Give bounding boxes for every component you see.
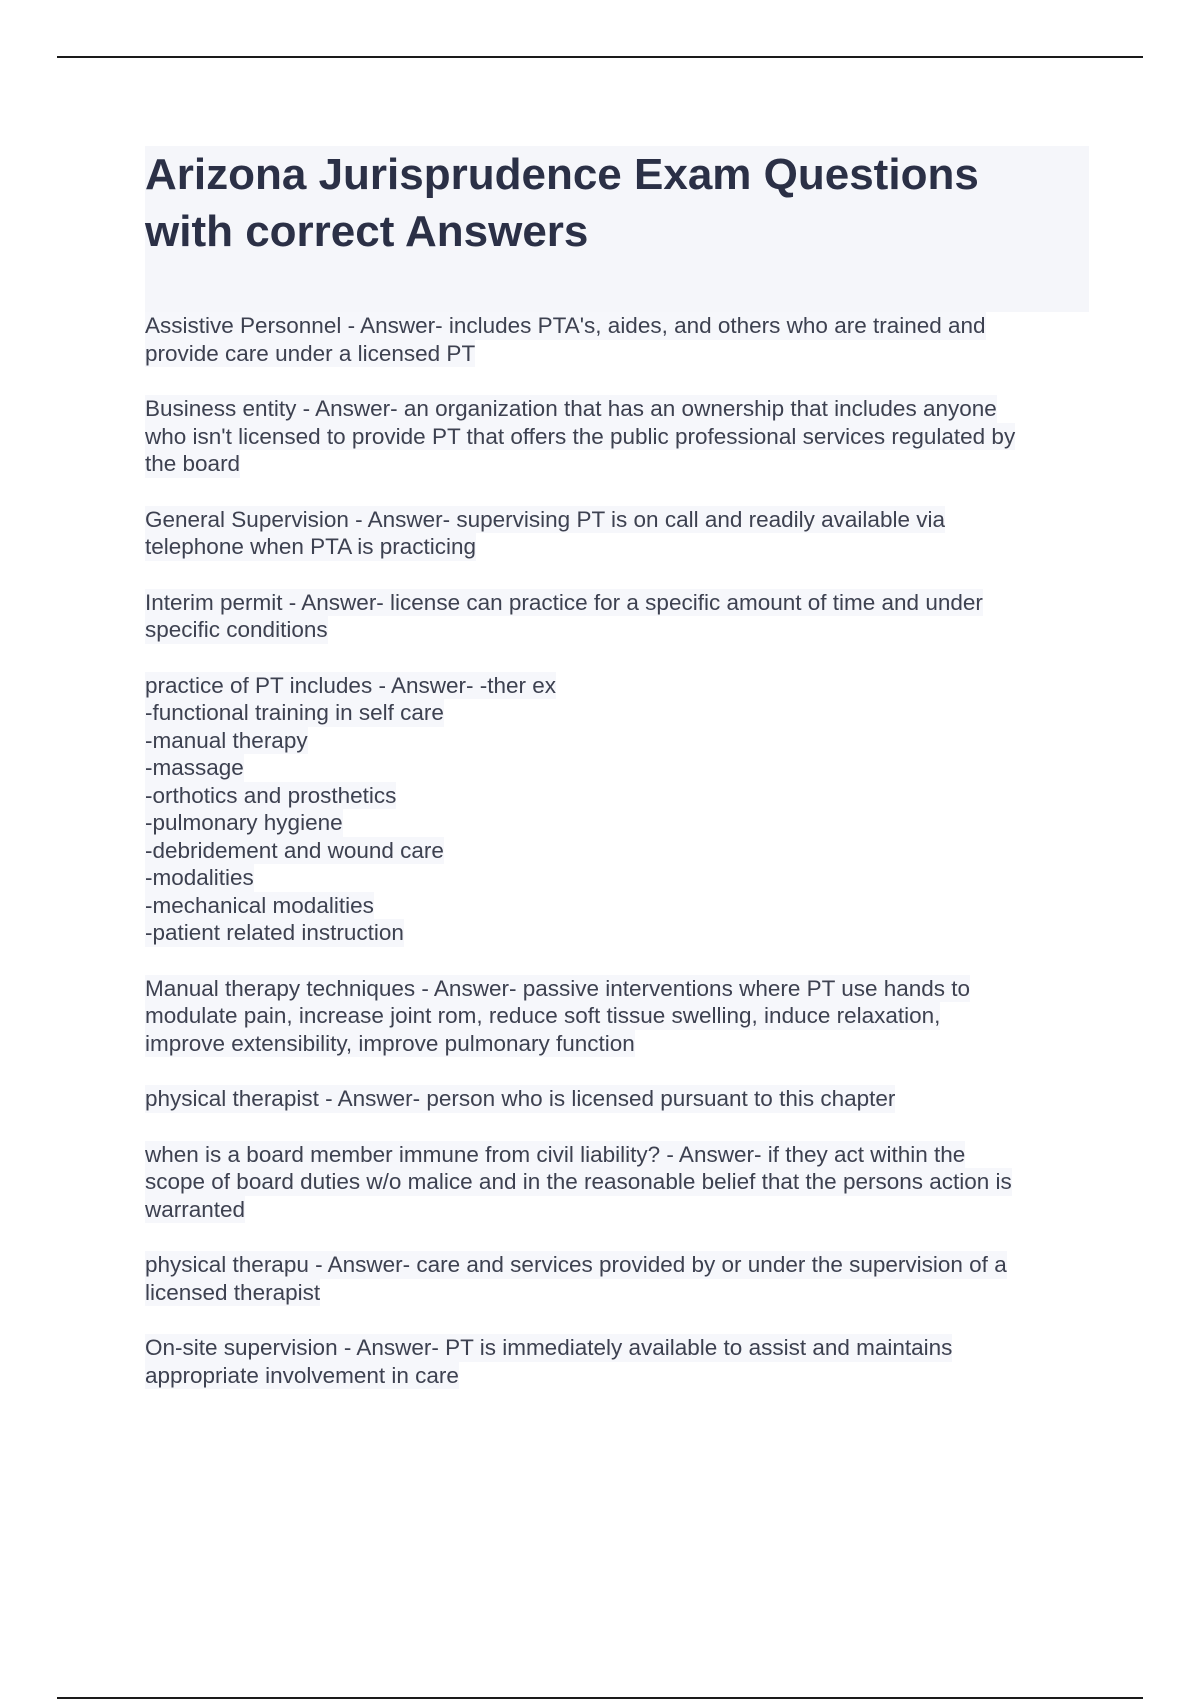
title-block — [145, 146, 1089, 312]
entry-line: -massage — [145, 755, 244, 780]
qa-entry-interim-permit — [145, 589, 1095, 644]
entry-line: when is a board member immune from civil liability? - Answer- if they act within the — [145, 1141, 966, 1167]
qa-entry-assistive-personnel — [145, 312, 1095, 367]
qa-entry-physical-therapist — [145, 1085, 1095, 1113]
entry-line: who isn't licensed to provide PT that offers the public professional services regulated by — [145, 423, 1016, 449]
entry-line: provide care under a licensed PT — [145, 340, 476, 366]
entry-line: warranted — [145, 1196, 246, 1222]
entry-line: General Supervision - Answer- supervising PT is on call and readily available via — [145, 506, 945, 532]
entry-line: appropriate involvement in care — [145, 1362, 459, 1388]
entry-line: physical therapu - Answer- care and services provided by or under the supervision of a — [145, 1252, 1007, 1277]
entry-line: licensed therapist — [145, 1279, 321, 1305]
entry-line: -orthotics and prosthetics — [145, 782, 397, 808]
title-line: Arizona Jurisprudence Exam Questions — [145, 150, 979, 199]
entry-line: -pulmonary hygiene — [145, 810, 343, 835]
title-line: with correct Answers — [145, 207, 589, 256]
qa-entry-business-entity — [145, 395, 1095, 478]
qa-entry-general-supervision — [145, 506, 1095, 561]
bottom-rule — [57, 1697, 1143, 1699]
entry-line: Assistive Personnel - Answer- includes PTA's, aides, and others who are trained and — [145, 313, 986, 338]
entry-line: telephone when PTA is practicing — [145, 534, 477, 559]
entry-line: the board — [145, 451, 241, 476]
entry-line: -debridement and wound care — [145, 837, 444, 863]
entry-line: On-site supervision - Answer- PT is immediately available to assist and maintains — [145, 1335, 953, 1360]
qa-entry-onsite-supervision — [145, 1334, 1095, 1389]
entry-line: practice of PT includes - Answer- -ther ex — [145, 672, 556, 698]
qa-entry-board-immunity — [145, 1141, 1095, 1224]
qa-list — [145, 312, 1095, 1417]
entry-line: modulate pain, increase joint rom, reduce soft tissue swelling, induce relaxation, — [145, 1003, 941, 1028]
entry-line: specific conditions — [145, 617, 328, 642]
entry-line: physical therapist - Answer- person who is licensed pursuant to this chapter — [145, 1086, 896, 1111]
entry-line: -functional training in self care — [145, 700, 444, 725]
entry-line: improve extensibility, improve pulmonary function — [145, 1030, 635, 1056]
entry-line: Interim permit - Answer- license can practice for a specific amount of time and under — [145, 589, 983, 615]
entry-line: Business entity - Answer- an organization that has an ownership that includes anyone — [145, 396, 997, 421]
document-title — [145, 146, 1089, 260]
entry-line: -mechanical modalities — [145, 892, 374, 918]
top-rule — [57, 56, 1143, 58]
entry-line: -modalities — [145, 865, 254, 890]
entry-line: -patient related instruction — [145, 920, 404, 945]
entry-line: -manual therapy — [145, 727, 308, 753]
entry-line: scope of board duties w/o malice and in the reasonable belief that the persons action is — [145, 1169, 1012, 1194]
qa-entry-physical-therapu — [145, 1251, 1095, 1306]
entry-line: Manual therapy techniques - Answer- passive interventions where PT use hands to — [145, 975, 971, 1001]
qa-entry-manual-therapy — [145, 975, 1095, 1058]
qa-entry-practice-of-pt — [145, 672, 1095, 947]
